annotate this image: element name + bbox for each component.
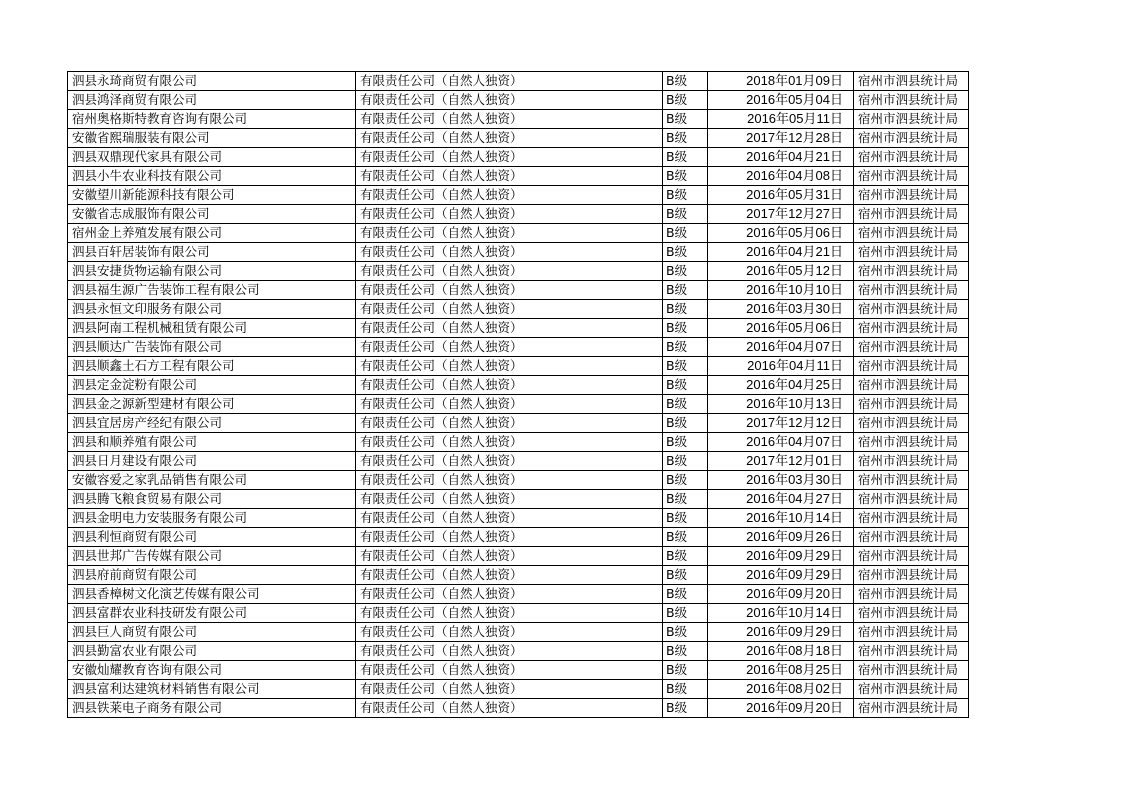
grade-cell: B级 [663, 547, 708, 566]
grade-cell: B级 [663, 110, 708, 129]
agency-cell: 宿州市泗县统计局 [854, 680, 969, 699]
company-name-cell: 泗县定金淀粉有限公司 [68, 376, 356, 395]
company-type-cell: 有限责任公司（自然人独资） [356, 243, 663, 262]
date-cell: 2016年04月07日 [708, 433, 854, 452]
grade-cell: B级 [663, 338, 708, 357]
company-name-cell: 泗县富群农业科技研发有限公司 [68, 604, 356, 623]
company-type-cell: 有限责任公司（自然人独资） [356, 357, 663, 376]
table-row [68, 585, 969, 604]
company-name-cell: 宿州金上养殖发展有限公司 [68, 224, 356, 243]
company-type-cell: 有限责任公司（自然人独资） [356, 129, 663, 148]
date-cell: 2016年10月13日 [708, 395, 854, 414]
agency-cell: 宿州市泗县统计局 [854, 414, 969, 433]
grade-cell: B级 [663, 395, 708, 414]
grade-cell: B级 [663, 319, 708, 338]
company-name-cell: 泗县富利达建筑材料销售有限公司 [68, 680, 356, 699]
company-name-cell: 泗县府前商贸有限公司 [68, 566, 356, 585]
table-row [68, 338, 969, 357]
grade-cell: B级 [663, 376, 708, 395]
agency-cell: 宿州市泗县统计局 [854, 319, 969, 338]
date-cell: 2016年04月21日 [708, 243, 854, 262]
agency-cell: 宿州市泗县统计局 [854, 566, 969, 585]
agency-cell: 宿州市泗县统计局 [854, 205, 969, 224]
company-name-cell: 泗县顺鑫土石方工程有限公司 [68, 357, 356, 376]
grade-cell: B级 [663, 433, 708, 452]
date-cell: 2016年09月29日 [708, 547, 854, 566]
company-type-cell: 有限责任公司（自然人独资） [356, 300, 663, 319]
table-row [68, 72, 969, 91]
company-type-cell: 有限责任公司（自然人独资） [356, 376, 663, 395]
company-type-cell: 有限责任公司（自然人独资） [356, 338, 663, 357]
table-row [68, 148, 969, 167]
company-type-cell: 有限责任公司（自然人独资） [356, 699, 663, 718]
company-name-cell: 泗县金之源新型建材有限公司 [68, 395, 356, 414]
company-name-cell: 泗县宜居房产经纪有限公司 [68, 414, 356, 433]
agency-cell: 宿州市泗县统计局 [854, 224, 969, 243]
company-name-cell: 泗县福生源广告装饰工程有限公司 [68, 281, 356, 300]
table-row [68, 661, 969, 680]
date-cell: 2017年12月27日 [708, 205, 854, 224]
company-name-cell: 泗县永琦商贸有限公司 [68, 72, 356, 91]
grade-cell: B级 [663, 72, 708, 91]
agency-cell: 宿州市泗县统计局 [854, 357, 969, 376]
company-type-cell: 有限责任公司（自然人独资） [356, 281, 663, 300]
company-name-cell: 泗县百轩居装饰有限公司 [68, 243, 356, 262]
company-name-cell: 安徽容爱之家乳品销售有限公司 [68, 471, 356, 490]
table-row [68, 91, 969, 110]
grade-cell: B级 [663, 452, 708, 471]
date-cell: 2017年12月28日 [708, 129, 854, 148]
company-name-cell: 泗县阿南工程机械租赁有限公司 [68, 319, 356, 338]
date-cell: 2017年12月01日 [708, 452, 854, 471]
agency-cell: 宿州市泗县统计局 [854, 72, 969, 91]
agency-cell: 宿州市泗县统计局 [854, 433, 969, 452]
table-row [68, 167, 969, 186]
company-name-cell: 泗县安捷货物运输有限公司 [68, 262, 356, 281]
company-type-cell: 有限责任公司（自然人独资） [356, 471, 663, 490]
grade-cell: B级 [663, 604, 708, 623]
agency-cell: 宿州市泗县统计局 [854, 604, 969, 623]
company-name-cell: 泗县铁莱电子商务有限公司 [68, 699, 356, 718]
company-name-cell: 泗县鸿泽商贸有限公司 [68, 91, 356, 110]
agency-cell: 宿州市泗县统计局 [854, 585, 969, 604]
table-row [68, 224, 969, 243]
company-name-cell: 安徽省志成服饰有限公司 [68, 205, 356, 224]
table-row [68, 395, 969, 414]
grade-cell: B级 [663, 357, 708, 376]
company-name-cell: 泗县勤富农业有限公司 [68, 642, 356, 661]
grade-cell: B级 [663, 680, 708, 699]
table-row [68, 300, 969, 319]
table-row [68, 433, 969, 452]
company-name-cell: 泗县世邦广告传媒有限公司 [68, 547, 356, 566]
agency-cell: 宿州市泗县统计局 [854, 642, 969, 661]
company-type-cell: 有限责任公司（自然人独资） [356, 452, 663, 471]
company-type-cell: 有限责任公司（自然人独资） [356, 680, 663, 699]
company-type-cell: 有限责任公司（自然人独资） [356, 319, 663, 338]
company-type-cell: 有限责任公司（自然人独资） [356, 604, 663, 623]
agency-cell: 宿州市泗县统计局 [854, 148, 969, 167]
table-row [68, 642, 969, 661]
table-row [68, 471, 969, 490]
company-grade-table [67, 71, 969, 718]
date-cell: 2016年08月02日 [708, 680, 854, 699]
agency-cell: 宿州市泗县统计局 [854, 167, 969, 186]
agency-cell: 宿州市泗县统计局 [854, 243, 969, 262]
table-row [68, 357, 969, 376]
grade-cell: B级 [663, 186, 708, 205]
date-cell: 2016年10月14日 [708, 604, 854, 623]
agency-cell: 宿州市泗县统计局 [854, 509, 969, 528]
table-row [68, 566, 969, 585]
date-cell: 2016年05月04日 [708, 91, 854, 110]
table-row [68, 376, 969, 395]
date-cell: 2016年09月29日 [708, 623, 854, 642]
date-cell: 2016年09月20日 [708, 699, 854, 718]
date-cell: 2016年09月26日 [708, 528, 854, 547]
date-cell: 2016年05月11日 [708, 110, 854, 129]
grade-cell: B级 [663, 566, 708, 585]
date-cell: 2016年03月30日 [708, 300, 854, 319]
grade-cell: B级 [663, 528, 708, 547]
company-type-cell: 有限责任公司（自然人独资） [356, 566, 663, 585]
grade-cell: B级 [663, 243, 708, 262]
table-row [68, 205, 969, 224]
company-type-cell: 有限责任公司（自然人独资） [356, 642, 663, 661]
company-type-cell: 有限责任公司（自然人独资） [356, 414, 663, 433]
company-type-cell: 有限责任公司（自然人独资） [356, 509, 663, 528]
table-row [68, 319, 969, 338]
date-cell: 2016年08月25日 [708, 661, 854, 680]
agency-cell: 宿州市泗县统计局 [854, 452, 969, 471]
table-row [68, 604, 969, 623]
company-type-cell: 有限责任公司（自然人独资） [356, 72, 663, 91]
company-type-cell: 有限责任公司（自然人独资） [356, 528, 663, 547]
grade-cell: B级 [663, 262, 708, 281]
company-name-cell: 泗县顺达广告装饰有限公司 [68, 338, 356, 357]
company-type-cell: 有限责任公司（自然人独资） [356, 224, 663, 243]
company-type-cell: 有限责任公司（自然人独资） [356, 661, 663, 680]
company-type-cell: 有限责任公司（自然人独资） [356, 205, 663, 224]
grade-cell: B级 [663, 224, 708, 243]
date-cell: 2016年09月29日 [708, 566, 854, 585]
table-row [68, 186, 969, 205]
date-cell: 2016年03月30日 [708, 471, 854, 490]
date-cell: 2016年04月25日 [708, 376, 854, 395]
table-row [68, 129, 969, 148]
company-name-cell: 泗县金明电力安装服务有限公司 [68, 509, 356, 528]
grade-cell: B级 [663, 91, 708, 110]
table-row [68, 623, 969, 642]
date-cell: 2016年04月11日 [708, 357, 854, 376]
agency-cell: 宿州市泗县统计局 [854, 395, 969, 414]
date-cell: 2016年05月06日 [708, 224, 854, 243]
date-cell: 2016年09月20日 [708, 585, 854, 604]
agency-cell: 宿州市泗县统计局 [854, 623, 969, 642]
grade-cell: B级 [663, 642, 708, 661]
company-type-cell: 有限责任公司（自然人独资） [356, 547, 663, 566]
date-cell: 2016年10月14日 [708, 509, 854, 528]
agency-cell: 宿州市泗县统计局 [854, 471, 969, 490]
grade-cell: B级 [663, 661, 708, 680]
company-name-cell: 泗县日月建设有限公司 [68, 452, 356, 471]
grade-cell: B级 [663, 129, 708, 148]
grade-cell: B级 [663, 490, 708, 509]
date-cell: 2016年04月07日 [708, 338, 854, 357]
grade-cell: B级 [663, 509, 708, 528]
table-row [68, 110, 969, 129]
agency-cell: 宿州市泗县统计局 [854, 547, 969, 566]
company-name-cell: 安徽省熙瑞服装有限公司 [68, 129, 356, 148]
date-cell: 2016年08月18日 [708, 642, 854, 661]
grade-cell: B级 [663, 699, 708, 718]
table-row [68, 452, 969, 471]
company-name-cell: 泗县双鼎现代家具有限公司 [68, 148, 356, 167]
table-row [68, 243, 969, 262]
company-name-cell: 泗县利恒商贸有限公司 [68, 528, 356, 547]
agency-cell: 宿州市泗县统计局 [854, 186, 969, 205]
agency-cell: 宿州市泗县统计局 [854, 281, 969, 300]
company-name-cell: 泗县巨人商贸有限公司 [68, 623, 356, 642]
company-name-cell: 泗县腾飞粮食贸易有限公司 [68, 490, 356, 509]
agency-cell: 宿州市泗县统计局 [854, 91, 969, 110]
company-name-cell: 安徽望川新能源科技有限公司 [68, 186, 356, 205]
date-cell: 2016年10月10日 [708, 281, 854, 300]
company-type-cell: 有限责任公司（自然人独资） [356, 585, 663, 604]
grade-cell: B级 [663, 148, 708, 167]
table-row [68, 414, 969, 433]
date-cell: 2016年05月31日 [708, 186, 854, 205]
date-cell: 2016年04月08日 [708, 167, 854, 186]
agency-cell: 宿州市泗县统计局 [854, 490, 969, 509]
table-row [68, 680, 969, 699]
company-type-cell: 有限责任公司（自然人独资） [356, 395, 663, 414]
company-name-cell: 宿州奥格斯特教育咨询有限公司 [68, 110, 356, 129]
company-type-cell: 有限责任公司（自然人独资） [356, 167, 663, 186]
grade-cell: B级 [663, 585, 708, 604]
company-type-cell: 有限责任公司（自然人独资） [356, 433, 663, 452]
table-row [68, 262, 969, 281]
company-type-cell: 有限责任公司（自然人独资） [356, 262, 663, 281]
date-cell: 2016年04月27日 [708, 490, 854, 509]
agency-cell: 宿州市泗县统计局 [854, 300, 969, 319]
date-cell: 2017年12月12日 [708, 414, 854, 433]
table-row [68, 509, 969, 528]
table-row [68, 547, 969, 566]
grade-cell: B级 [663, 414, 708, 433]
company-type-cell: 有限责任公司（自然人独资） [356, 110, 663, 129]
company-name-cell: 泗县和顺养殖有限公司 [68, 433, 356, 452]
table-row [68, 528, 969, 547]
agency-cell: 宿州市泗县统计局 [854, 262, 969, 281]
table-body [68, 72, 969, 718]
date-cell: 2016年05月06日 [708, 319, 854, 338]
table-row [68, 699, 969, 718]
grade-cell: B级 [663, 623, 708, 642]
date-cell: 2018年01月09日 [708, 72, 854, 91]
company-type-cell: 有限责任公司（自然人独资） [356, 186, 663, 205]
company-name-cell: 泗县小牛农业科技有限公司 [68, 167, 356, 186]
company-name-cell: 安徽灿耀教育咨询有限公司 [68, 661, 356, 680]
grade-cell: B级 [663, 300, 708, 319]
company-type-cell: 有限责任公司（自然人独资） [356, 623, 663, 642]
agency-cell: 宿州市泗县统计局 [854, 376, 969, 395]
agency-cell: 宿州市泗县统计局 [854, 110, 969, 129]
grade-cell: B级 [663, 281, 708, 300]
agency-cell: 宿州市泗县统计局 [854, 661, 969, 680]
agency-cell: 宿州市泗县统计局 [854, 699, 969, 718]
agency-cell: 宿州市泗县统计局 [854, 129, 969, 148]
company-type-cell: 有限责任公司（自然人独资） [356, 91, 663, 110]
grade-cell: B级 [663, 205, 708, 224]
date-cell: 2016年05月12日 [708, 262, 854, 281]
date-cell: 2016年04月21日 [708, 148, 854, 167]
grade-cell: B级 [663, 471, 708, 490]
company-name-cell: 泗县永恒文印服务有限公司 [68, 300, 356, 319]
company-name-cell: 泗县香樟树文化演艺传媒有限公司 [68, 585, 356, 604]
company-type-cell: 有限责任公司（自然人独资） [356, 490, 663, 509]
table-row [68, 490, 969, 509]
agency-cell: 宿州市泗县统计局 [854, 528, 969, 547]
grade-cell: B级 [663, 167, 708, 186]
table-row [68, 281, 969, 300]
company-type-cell: 有限责任公司（自然人独资） [356, 148, 663, 167]
agency-cell: 宿州市泗县统计局 [854, 338, 969, 357]
